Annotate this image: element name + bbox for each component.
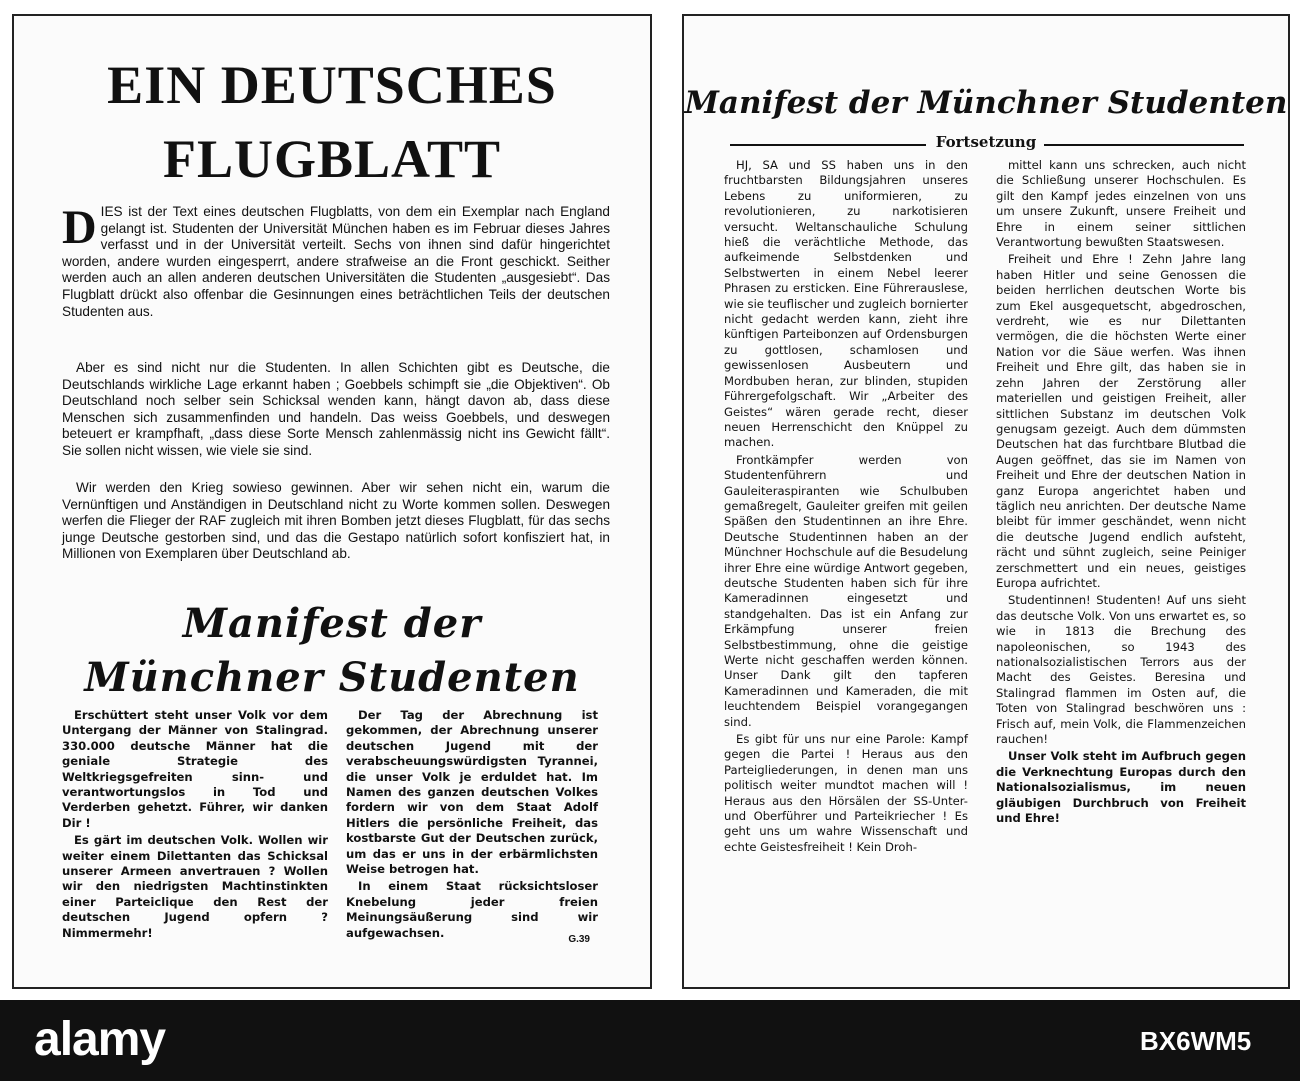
manifest-paragraph: Der Tag der Abrechnung ist gekommen, der Abrechnung unserer deutschen Jugend mit der verabscheuungswürdigsten Tyrannei, die unser Volk je erduldet hat. Im Namen des ganzen deutschen Volkes fordern wir von dem Staat Adolf Hitlers die persönliche Freiheit, das kostbarste Gut der Deutschen zurück, um das er uns in der erbärmlichsten Weise betrogen hat.	[346, 708, 598, 877]
main-title-line2: FLUGBLATT	[162, 129, 502, 189]
intro-paragraph-1	[62, 201, 610, 320]
manifest-paragraph: In einem Staat rücksichtsloser Knebelung jeder freien Meinungsäußerung sind wir aufgewachsen.	[346, 879, 598, 940]
drop-cap: D	[62, 201, 97, 254]
continuation-title: Manifest der Münchner Studenten	[684, 85, 1288, 121]
intro-paragraph-3: Wir werden den Krieg sowieso gewinnen. Aber wir sehen nicht ein, warum die Vernünftigen und Anständigen in Deutschland nicht zu Worte kommen sollen. Deswegen werfen die Flieger der RAF zugleich mit ihren Bomben jetzt dieses Flugblatt, für das sechs junge Deutsche gestorben sind, und das die Gestapo natürlich sofort konfisziert hat, in Millionen von Exemplaren über Deutschland ab.	[62, 480, 610, 562]
continuation-paragraph: HJ, SA und SS haben uns in den fruchtbarsten Bildungsjahren unseres Lebens zu uniformieren, zu revolutionieren, zu narkotisieren versucht. Weltanschauliche Schulung hieß die verächtliche Methode, das aufkeimende Selbstdenken und Selbstwerten in einem Nebel leerer Phrasen zu ersticken. Eine Führerauslese, wie sie teuflischer und zugleich bornierter nicht gedacht werden kann, zieht ihre künftigen Parteibonzen auf Ordensburgen zu gottlosen, schamlosen und gewissenlosen Ausbeutern und Mordbuben heran, zur blinden, stupiden Führergefolgschaft. Wir „Arbeiter des Geistes“ wären gerade recht, dieser neuen Herrenschicht den Knüppel zu machen.	[724, 158, 968, 450]
intro-paragraph-2: Aber es sind nicht nur die Studenten. In allen Schichten gibt es Deutsche, die Deutschlands wirkliche Lage erkannt haben ; Goebbels schimpft sie „die Objektiven“. Ob Deutschland noch selber sein Schicksal wenden kann, hängt davon ab, dass diese Menschen sich zusammenfinden und handeln. Das weiss Goebbels, und deswegen beteuert er krampfhaft, „dass diese Sorte Mensch zahlenmässig nicht ins Gewicht fällt“. Sie sollen nicht wissen, wie viele sie sind.	[62, 360, 610, 458]
intro-paragraph-1-text: IES ist der Text eines deutschen Flugblatts, von dem ein Exemplar nach England gelangt ist. Studenten der Universität München haben es im Februar dieses Jahres verfasst und in der Universität verteilt. Sechs von ihnen sind dafür hingerichtet worden, andere wurden eingesperrt, andere strafweise an die Front geschickt. Seither werden auch an allen anderen deutschen Universitäten die Studenten „ausgesiebt“. Das Flugblatt drückt also offenbar die Gesinnungen eines beträchtlichen Teils der deutschen Studenten aus.	[62, 204, 610, 319]
continuation-paragraph: Frontkämpfer werden von Studentenführern und Gauleiteraspiranten wie Schulbuben gemaßregelt, Gauleiter greifen mit geilen Späßen den Studentinnen an ihre Ehre. Deutsche Studentinnen haben an der Münchner Hochschule auf die Besudelung ihrer Ehre eine würdige Antwort gegeben, deutsche Studenten haben sich für ihre Kameradinnen eingesetzt und standgehalten. Das ist ein Anfang zur Erkämpfung unserer freien Selbstbestimmung, ohne die geistige Werte nicht geschaffen werden können. Unser Dank gilt den tapferen Kameradinnen und Kameraden, die mit leuchtendem Beispiel vorangegangen sind.	[724, 452, 968, 729]
title-rule-right	[1044, 144, 1244, 146]
watermark-image-id: BX6WM5	[1140, 1026, 1252, 1056]
continuation-paragraph: Es gibt für uns nur eine Parole: Kampf gegen die Partei ! Heraus aus den Parteigliederungen, in denen man uns politisch weiter mundtot machen will ! Heraus aus den Hörsälen der SS-Unter- und Oberführer und Parteikriecher ! Es geht uns um wahre Wissenschaft und echte Geistesfreiheit ! Kein Droh-	[724, 732, 968, 854]
manifest-column-left	[62, 708, 328, 941]
continuation-paragraph: Unser Volk steht im Aufbruch gegen die Verknechtung Europas durch den Nationalsozialismus, im neuen gläubigen Durchbruch von Freiheit und Ehre!	[996, 749, 1246, 826]
continuation-paragraph: mittel kann uns schrecken, auch nicht die Schließung unserer Hochschulen. Es gilt den Kampf jedes einzelnen von uns um unsere Zukunft, unsere Freiheit und Ehre in einem seiner sittlichen Verantwortung bewußten Staatswesen.	[996, 158, 1246, 250]
watermark-logo: alamy	[34, 1013, 166, 1066]
watermark-bar	[0, 1000, 1300, 1081]
manifest-title-line1: Manifest der	[182, 600, 482, 647]
page-reference: G.39	[568, 934, 590, 945]
manifest-paragraph: Es gärt im deutschen Volk. Wollen wir weiter einem Dilettanten das Schicksal unserer Armeen anvertrauen ? Wollen wir den niedrigsten Machtinstinkten einer Parteiclique den Rest der deutschen Jugend opfern ? Nimmermehr!	[62, 833, 328, 940]
continuation-paragraph: Studentinnen! Studenten! Auf uns sieht das deutsche Volk. Von uns erwartet es, so wie in 1813 die Brechung des napoleonischen, so 1943 des nationalsozialistischen Terrors aus der Macht des Geistes. Beresina und Stalingrad flammen im Osten auf, die Toten von Stalingrad beschwören uns : Frisch auf, mein Volk, die Flammenzeichen rauchen!	[996, 593, 1246, 747]
manifest-title-line2: Münchner Studenten	[84, 654, 580, 701]
continuation-subtitle: Fortsetzung	[935, 133, 1037, 151]
left-page	[12, 14, 652, 989]
continuation-column-right	[996, 158, 1246, 826]
main-title-line1: EIN DEUTSCHES	[107, 55, 557, 115]
manifest-paragraph: Erschüttert steht unser Volk vor dem Untergang der Männer von Stalingrad. 330.000 deutsche Männer hat die geniale Strategie des Weltkriegsgefreiten sinn- und verantwortungslos in Tod und Verderben gehetzt. Führer, wir danken Dir !	[62, 708, 328, 830]
continuation-paragraph: Freiheit und Ehre ! Zehn Jahre lang haben Hitler und seine Genossen die beiden herrlichen deutschen Worte bis zum Ekel ausgequetscht, abgedroschen, verdreht, wie es nur Dilettanten vermögen, die die höchsten Werte einer Nation vor die Säue werfen. Was ihnen Freiheit und Ehre gilt, das haben sie in zehn Jahren der Zerstörung aller materiellen und geistigen Freiheit, aller sittlichen Substanz im deutschen Volk genugsam gezeigt. Auch dem dümmsten Deutschen hat das furchtbare Blutbad die Augen geöffnet, das sie im Namen von Freiheit und Ehre der deutschen Nation in ganz Europa angerichtet haben und täglich neu anrichten. Der deutsche Name bleibt für immer geschändet, wenn nicht die deutsche Jugend endlich aufsteht, rächt und sühnt zugleich, seine Peiniger zerschmettert und ein neues, geistiges Europa aufrichtet.	[996, 252, 1246, 590]
continuation-column-left	[724, 158, 968, 855]
manifest-column-right	[346, 708, 598, 941]
right-page	[682, 14, 1290, 989]
